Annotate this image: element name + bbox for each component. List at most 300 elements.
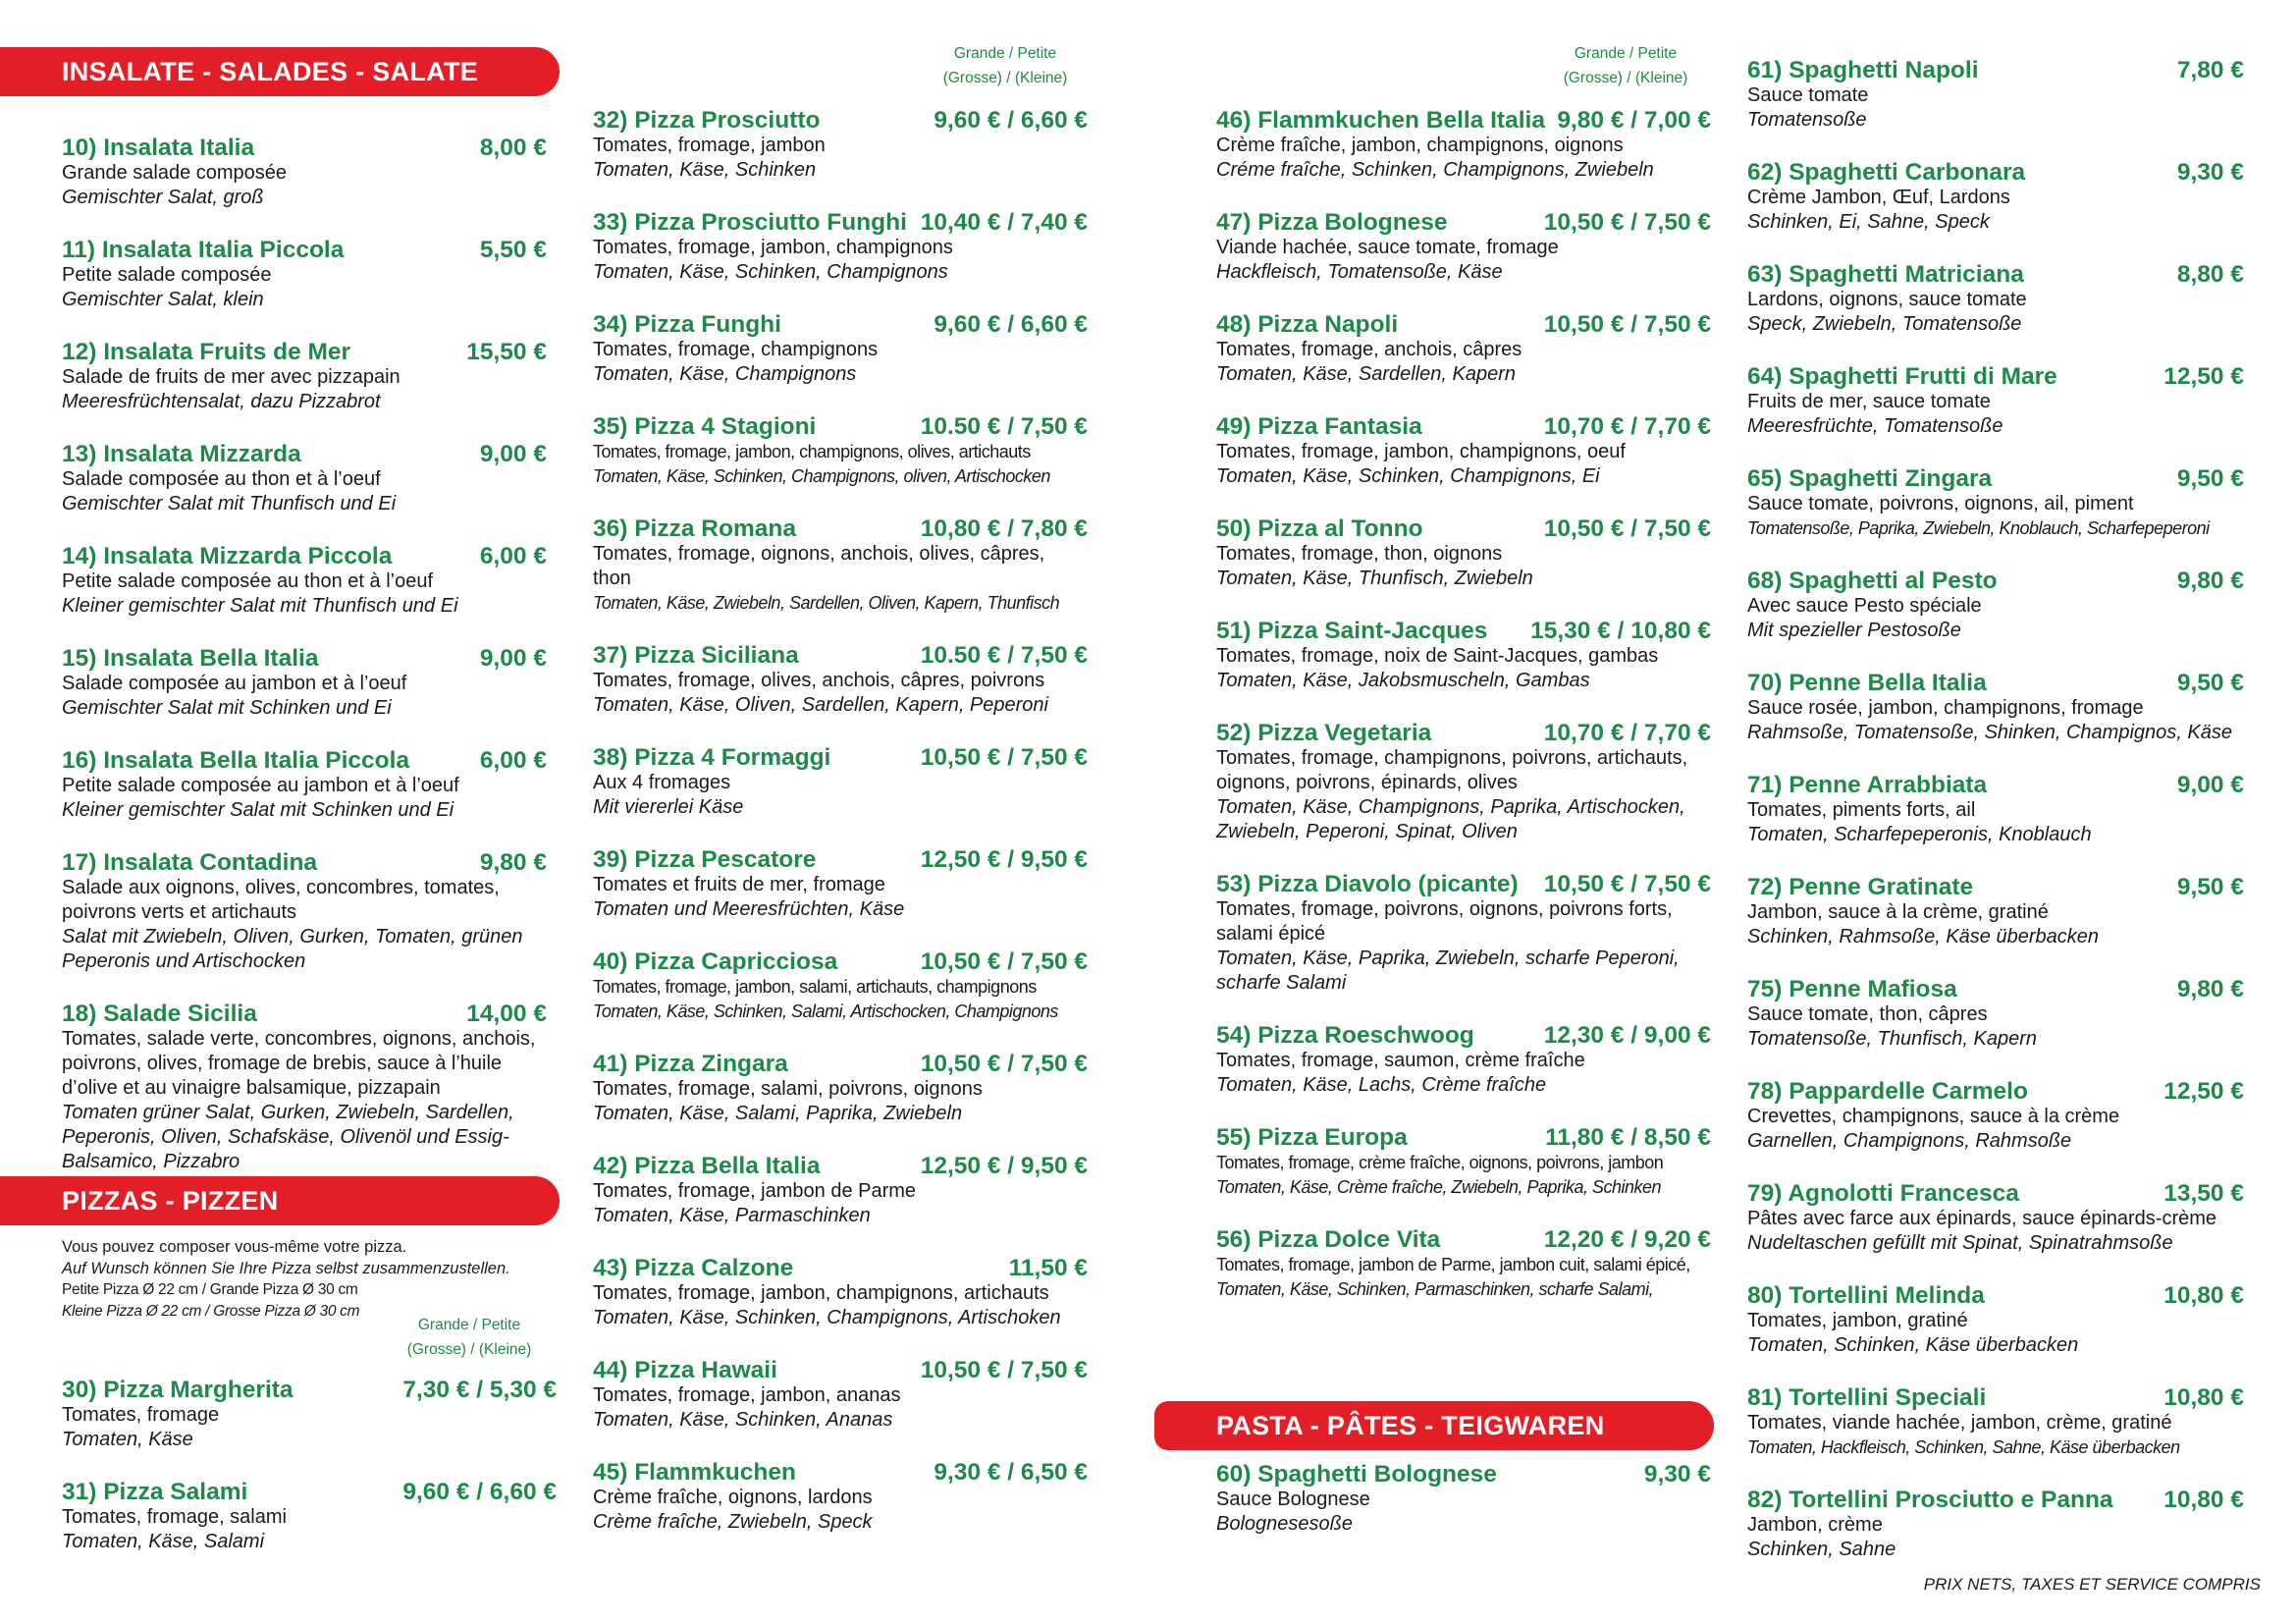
menu-item-description-de: Tomaten, Käse, Schinken, Ananas (593, 1409, 893, 1431)
menu-item-price: 15,30 € / 10,80 € (1530, 618, 1711, 644)
menu-item-description-fr: Sauce tomate, thon, câpres (1747, 1003, 1988, 1025)
menu-item-header (593, 107, 1088, 134)
menu-item-description-fr: Petite salade composée au jambon et à l’oeuf (62, 775, 459, 796)
menu-item-description-fr: Crème fraîche, oignons, lardons (593, 1487, 873, 1508)
menu-item-description-fr: Lardons, oignons, sauce tomate (1747, 289, 2027, 310)
menu-item-name: 38) Pizza 4 Formaggi (593, 744, 831, 771)
menu-item-description-fr: Tomates, fromage, jambon de Parme (593, 1180, 917, 1202)
menu-item-name: 54) Pizza Roeschwoog (1216, 1022, 1474, 1049)
menu-item-description-de: Tomaten, Käse, Zwiebeln, Sardellen, Oliven, Kapern, Thunfisch (593, 593, 1060, 613)
menu-item-name: 72) Penne Gratinate (1747, 874, 1974, 900)
menu-item-price: 9,30 € / 6,50 € (934, 1459, 1088, 1486)
menu-item-description-fr: Jambon, sauce à la crème, gratiné (1747, 901, 2049, 923)
menu-item-header (1747, 1282, 2244, 1309)
menu-item-header (593, 311, 1088, 338)
menu-item-description-de: Tomaten, Käse, Schinken, Champignons (593, 261, 948, 283)
menu-item (62, 237, 553, 312)
salads-banner: INSALATE - SALADES - SALATE (0, 47, 560, 96)
salads-list (62, 135, 553, 1174)
intro-sizes-fr: Petite Pizza Ø 22 cm / Grande Pizza Ø 30 cm (62, 1281, 358, 1298)
menu-item-header (1216, 1124, 1711, 1151)
menu-item-description-de: Tomaten, Käse, Salami, Paprika, Zwiebeln (593, 1103, 963, 1124)
menu-item-header (1747, 57, 2244, 83)
pasta-list-col3 (1216, 1461, 1717, 1537)
menu-item-description-fr: Salade de fruits de mer avec pizzapain (62, 366, 400, 388)
menu-item-header (1747, 976, 2244, 1002)
menu-item (593, 413, 1094, 489)
menu-item-header (62, 1001, 547, 1027)
menu-item-description-fr: Tomates, fromage, olives, anchois, câpres, poivrons (593, 670, 1045, 691)
menu-item-name: 80) Tortellini Melinda (1747, 1282, 1985, 1309)
menu-item (1747, 976, 2250, 1052)
menu-item-name: 78) Pappardelle Carmelo (1747, 1078, 2028, 1105)
menu-item-description-fr: Tomates, fromage, jambon, salami, artichauts, champignons (593, 977, 1037, 997)
menu-item-price: 12,30 € / 9,00 € (1543, 1022, 1711, 1049)
menu-item-price: 10.50 € / 7,50 € (920, 413, 1088, 440)
menu-item-description-de: Rahmsoße, Tomatensoße, Shinken, Champignos, Käse (1747, 722, 2232, 743)
menu-item-price: 10,50 € / 7,50 € (920, 1051, 1088, 1077)
menu-item-name: 40) Pizza Capricciosa (593, 948, 838, 975)
menu-item-header (1216, 871, 1711, 897)
menu-item-header (1747, 1078, 2244, 1105)
menu-item-description-fr: Fruits de mer, sauce tomate (1747, 391, 1991, 412)
menu-item-header (1747, 1180, 2244, 1207)
menu-item-name: 44) Pizza Hawaii (593, 1357, 777, 1383)
menu-item-description-fr: Tomates, fromage, jambon, champignons, artichauts (593, 1282, 1049, 1304)
menu-item (62, 849, 553, 974)
menu-item-name: 18) Salade Sicilia (62, 1001, 257, 1027)
menu-item-name: 51) Pizza Saint-Jacques (1216, 618, 1488, 644)
menu-item-header (1216, 515, 1711, 542)
menu-item-price: 15,50 € (466, 339, 547, 365)
menu-item-name: 63) Spaghetti Matriciana (1747, 261, 2024, 288)
menu-item-name: 56) Pizza Dolce Vita (1216, 1226, 1441, 1253)
menu-item-name: 79) Agnolotti Francesca (1747, 1180, 2019, 1207)
menu-item (593, 744, 1094, 820)
menu-item-header (1747, 772, 2244, 798)
menu-item-header (1216, 618, 1711, 644)
menu-item-description-de: Tomaten, Käse, Parmaschinken (593, 1205, 871, 1226)
menu-item-header (1747, 1384, 2244, 1411)
menu-item-price: 11,80 € / 8,50 € (1545, 1124, 1711, 1151)
size-header-line1: Grande / Petite (953, 45, 1057, 62)
menu-item-description-de: Speck, Zwiebeln, Tomatensoße (1747, 313, 2022, 335)
menu-item-description-de: Tomaten, Käse, Thunfisch, Zwiebeln (1216, 568, 1533, 589)
menu-item (1747, 261, 2250, 337)
menu-item-description-fr: Crème fraîche, jambon, champignons, oignons (1216, 135, 1624, 156)
menu-item (1216, 618, 1717, 693)
menu-item-description-fr: Tomates, fromage (62, 1404, 220, 1426)
menu-item-price: 9,60 € / 6,60 € (934, 311, 1088, 338)
menu-item-description-de: Meeresfrüchte, Tomatensoße (1747, 415, 2003, 437)
menu-item-header (1747, 465, 2244, 492)
menu-item (1216, 1461, 1717, 1537)
menu-item-header (1747, 261, 2244, 288)
pasta-banner: PASTA - PÂTES - TEIGWAREN (1154, 1401, 1714, 1450)
menu-item-description-de: Tomaten und Meeresfrüchten, Käse (593, 898, 905, 920)
menu-item-description-de: Gemischter Salat mit Schinken und Ei (62, 697, 392, 719)
menu-item (1216, 311, 1717, 387)
menu-item-description-fr: Avec sauce Pesto spéciale (1747, 595, 1982, 617)
menu-item-description-de: Tomaten, Käse, Champignons (593, 363, 857, 385)
menu-item-price: 9,00 € (2176, 772, 2244, 798)
menu-item-description-fr: Crevettes, champignons, sauce à la crème (1747, 1106, 2120, 1127)
menu-item (1747, 670, 2250, 745)
menu-item-description-de: Tomaten, Käse, Jakobsmuscheln, Gambas (1216, 670, 1590, 691)
menu-item-price: 9,80 € (2176, 568, 2244, 594)
menu-item-name: 34) Pizza Funghi (593, 311, 781, 338)
menu-item (593, 1051, 1094, 1126)
menu-item-description-de: Tomaten, Käse, Schinken, Champignons, Ei (1216, 465, 1600, 487)
menu-item-description-de: Tomaten, Käse, Champignons, Paprika, Artischocken, Zwiebeln, Peperoni, Spinat, Oliven (1216, 796, 1685, 842)
menu-item (593, 1459, 1094, 1535)
menu-item-description-fr: Tomates, fromage, salami (62, 1506, 287, 1528)
menu-item-description-de: Kleiner gemischter Salat mit Thunfisch und Ei (62, 595, 458, 617)
menu-item-name: 65) Spaghetti Zingara (1747, 465, 1993, 492)
size-header-col3 (1552, 41, 1699, 90)
menu-item-price: 12,20 € / 9,20 € (1543, 1226, 1711, 1253)
menu-item-name: 53) Pizza Diavolo (picante) (1216, 871, 1519, 897)
menu-item-description-fr: Salade aux oignons, olives, concombres, tomates, poivrons verts et artichauts (62, 877, 500, 923)
menu-item (1216, 515, 1717, 591)
menu-item-header (62, 1377, 557, 1403)
menu-item (1747, 1078, 2250, 1154)
menu-item-name: 68) Spaghetti al Pesto (1747, 568, 1998, 594)
menu-item-price: 10,50 € / 7,50 € (1543, 871, 1711, 897)
size-header-line2: (Grosse) / (Kleine) (406, 1341, 532, 1358)
size-header-line2: (Grosse) / (Kleine) (942, 70, 1068, 86)
menu-item-price: 5,50 € (479, 237, 547, 263)
menu-item-description-de: Tomaten, Käse, Schinken, Salami, Artischocken, Champignons (593, 1001, 1058, 1021)
menu-item-header (1747, 568, 2244, 594)
menu-item (62, 339, 553, 414)
pizza-list-col3 (1216, 107, 1717, 1302)
menu-item-name: 82) Tortellini Prosciutto e Panna (1747, 1487, 2113, 1513)
menu-item-name: 17) Insalata Contadina (62, 849, 318, 876)
menu-item-description-de: Tomaten, Käse, Sardellen, Kapern (1216, 363, 1517, 385)
menu-item (593, 1357, 1094, 1433)
menu-item-header (593, 1051, 1088, 1077)
menu-item-price: 10,40 € / 7,40 € (920, 209, 1088, 236)
menu-item-price: 10,50 € / 7,50 € (920, 744, 1088, 771)
menu-item-price: 12,50 € (2163, 1078, 2244, 1105)
menu-item-header (1216, 1226, 1711, 1253)
size-header-line1: Grande / Petite (417, 1317, 521, 1333)
menu-item-header (62, 237, 547, 263)
size-header-line2: (Grosse) / (Kleine) (1563, 70, 1688, 86)
menu-item-price: 13,50 € (2163, 1180, 2244, 1207)
menu-item (1216, 1022, 1717, 1098)
menu-item (593, 311, 1094, 387)
menu-item-header (62, 543, 547, 569)
menu-item-price: 12,50 € / 9,50 € (920, 846, 1088, 873)
menu-item-name: 61) Spaghetti Napoli (1747, 57, 1979, 83)
menu-item-description-de: Schinken, Rahmsoße, Käse überbacken (1747, 926, 2099, 947)
menu-item-name: 15) Insalata Bella Italia (62, 645, 319, 672)
menu-item-description-de: Hackfleisch, Tomatensoße, Käse (1216, 261, 1503, 283)
menu-item-description-de: Tomaten, Käse, Salami (62, 1531, 265, 1552)
menu-item-name: 16) Insalata Bella Italia Piccola (62, 747, 410, 774)
footer-note: PRIX NETS, TAXES ET SERVICE COMPRIS (1923, 1575, 2261, 1594)
menu-item-name: 42) Pizza Bella Italia (593, 1153, 821, 1179)
menu-item-name: 64) Spaghetti Frutti di Mare (1747, 363, 2057, 390)
menu-item-description-fr: Tomates, piments forts, ail (1747, 799, 1976, 821)
menu-item-name: 13) Insalata Mizzarda (62, 441, 301, 467)
menu-item-name: 39) Pizza Pescatore (593, 846, 817, 873)
menu-item-name: 70) Penne Bella Italia (1747, 670, 1987, 696)
menu-item-description-fr: Petite salade composée (62, 264, 272, 286)
menu-item-description-de: Crème fraîche, Zwiebeln, Speck (593, 1511, 873, 1533)
menu-item-name: 35) Pizza 4 Stagioni (593, 413, 817, 440)
menu-item-header (1216, 413, 1711, 440)
menu-item-description-de: Gemischter Salat, groß (62, 187, 264, 208)
menu-item-description-fr: Petite salade composée au thon et à l’oeuf (62, 570, 434, 592)
menu-item (1747, 363, 2250, 439)
menu-item (1747, 874, 2250, 949)
menu-item (1216, 209, 1717, 285)
menu-item-price: 9,30 € (1643, 1461, 1711, 1488)
menu-item-name: 50) Pizza al Tonno (1216, 515, 1423, 542)
menu-item-description-fr: Aux 4 fromages (593, 772, 731, 793)
menu-item-description-de: Mit spezieller Pestosoße (1747, 620, 1961, 641)
menu-item-name: 30) Pizza Margherita (62, 1377, 294, 1403)
menu-item-description-de: Tomatensoße, Paprika, Zwiebeln, Knoblauch, Scharfepeperoni (1747, 518, 2210, 538)
menu-item-name: 75) Penne Mafiosa (1747, 976, 1957, 1002)
menu-item-name: 37) Pizza Siciliana (593, 642, 799, 669)
menu-item-header (1747, 670, 2244, 696)
menu-item-description-de: Tomatensoße (1747, 109, 1867, 131)
size-header-col1 (396, 1313, 543, 1362)
menu-item-header (593, 515, 1088, 542)
menu-item (62, 645, 553, 721)
menu-item (1747, 772, 2250, 847)
menu-item-price: 11,50 € (1008, 1255, 1088, 1281)
menu-item (62, 747, 553, 823)
menu-item-name: 55) Pizza Europa (1216, 1124, 1408, 1151)
menu-item-description-fr: Sauce Bolognese (1216, 1489, 1370, 1510)
menu-item-description-fr: Tomates, fromage, noix de Saint-Jacques, gambas (1216, 645, 1659, 667)
menu-item-header (1747, 159, 2244, 186)
menu-item-description-de: Gemischter Salat mit Thunfisch und Ei (62, 493, 397, 514)
menu-item-name: 31) Pizza Salami (62, 1479, 248, 1505)
menu-item-name: 60) Spaghetti Bolognese (1216, 1461, 1497, 1488)
menu-item-price: 9,30 € (2176, 159, 2244, 186)
menu-item-header (1216, 209, 1711, 236)
menu-item (593, 1255, 1094, 1330)
menu-item-description-de: Tomaten, Käse, Schinken, Champignons, oliven, Artischocken (593, 466, 1050, 486)
menu-item-description-fr: Tomates, fromage, jambon de Parme, jambon cuit, salami épicé, (1216, 1255, 1690, 1274)
menu-item-description-fr: Sauce rosée, jambon, champignons, fromage (1747, 697, 2144, 719)
menu-item (1216, 413, 1717, 489)
menu-item-price: 9,80 € / 7,00 € (1557, 107, 1711, 134)
menu-item-header (1216, 1022, 1711, 1049)
menu-item-price: 10,50 € / 7,50 € (920, 948, 1088, 975)
menu-item (62, 135, 553, 210)
menu-item-description-fr: Pâtes avec farce aux épinards, sauce épinards-crème (1747, 1208, 2217, 1229)
menu-item-price: 10,50 € / 7,50 € (1543, 515, 1711, 542)
menu-item-price: 10,80 € (2163, 1487, 2244, 1513)
menu-item (1747, 1180, 2250, 1256)
intro-sizes-de: Kleine Pizza Ø 22 cm / Grosse Pizza Ø 30 cm (62, 1303, 360, 1320)
menu-item-price: 7,30 € / 5,30 € (402, 1377, 557, 1403)
menu-item-description-de: Tomaten, Scharfepeperonis, Knoblauch (1747, 824, 2092, 845)
menu-item-header (1747, 363, 2244, 390)
menu-item-name: 45) Flammkuchen (593, 1459, 796, 1486)
menu-item-description-de: Salat mit Zwiebeln, Oliven, Gurken, Tomaten, grünen Peperonis und Artischocken (62, 926, 523, 972)
menu-item (593, 846, 1094, 922)
menu-item-price: 9,50 € (2176, 465, 2244, 492)
menu-item-header (62, 135, 547, 161)
menu-item-header (593, 744, 1088, 771)
menu-item-price: 10,80 € / 7,80 € (920, 515, 1088, 542)
menu-item-description-fr: Tomates, fromage, oignons, anchois, olives, câpres, thon (593, 543, 1045, 589)
pizza-list-col1 (62, 1377, 562, 1554)
menu-item-price: 9,00 € (479, 645, 547, 672)
menu-item-description-de: Tomaten, Hackfleisch, Schinken, Sahne, Käse überbacken (1747, 1437, 2180, 1457)
menu-item-description-de: Kleiner gemischter Salat mit Schinken und Ei (62, 799, 454, 821)
size-header-col2 (932, 41, 1079, 90)
menu-item-header (62, 441, 547, 467)
menu-item-description-fr: Jambon, crème (1747, 1514, 1883, 1536)
menu-item-name: 36) Pizza Romana (593, 515, 796, 542)
menu-item-description-de: Tomaten, Käse, Lachs, Crème fraîche (1216, 1074, 1547, 1096)
menu-item-header (593, 846, 1088, 873)
menu-item-price: 9,00 € (479, 441, 547, 467)
menu-item-name: 49) Pizza Fantasia (1216, 413, 1422, 440)
menu-item (593, 642, 1094, 718)
menu-item-name: 41) Pizza Zingara (593, 1051, 788, 1077)
menu-item-price: 14,00 € (466, 1001, 547, 1027)
menu-item-price: 6,00 € (479, 747, 547, 774)
menu-item-name: 10) Insalata Italia (62, 135, 255, 161)
menu-item-description-fr: Tomates, fromage, crème fraîche, oignons, poivrons, jambon (1216, 1153, 1664, 1172)
menu-item-description-fr: Tomates, fromage, jambon, champignons, oeuf (1216, 441, 1626, 462)
menu-item-name: 81) Tortellini Speciali (1747, 1384, 1987, 1411)
menu-item-description-fr: Sauce tomate, poivrons, oignons, ail, piment (1747, 493, 2134, 514)
menu-item-price: 9,60 € / 6,60 € (402, 1479, 557, 1505)
menu-item (593, 948, 1094, 1024)
menu-item-name: 47) Pizza Bolognese (1216, 209, 1448, 236)
menu-item-description-fr: Tomates, fromage, jambon, champignons, olives, artichauts (593, 442, 1031, 461)
menu-item-name: 43) Pizza Calzone (593, 1255, 794, 1281)
menu-item-name: 32) Pizza Prosciutto (593, 107, 821, 134)
menu-item-price: 9,80 € (479, 849, 547, 876)
menu-item-description-fr: Tomates, fromage, champignons, poivrons, artichauts, oignons, poivrons, épinards, olives (1216, 747, 1688, 793)
menu-item (1747, 159, 2250, 235)
menu-item (1747, 57, 2250, 133)
menu-item-header (593, 209, 1088, 236)
menu-item-description-fr: Sauce tomate (1747, 84, 1869, 106)
menu-item-description-fr: Viande hachée, sauce tomate, fromage (1216, 237, 1559, 258)
menu-item-description-de: Schinken, Ei, Sahne, Speck (1747, 211, 1990, 233)
menu-item-name: 62) Spaghetti Carbonara (1747, 159, 2026, 186)
menu-item-description-de: Schinken, Sahne (1747, 1539, 1896, 1560)
intro-de: Auf Wunsch können Sie Ihre Pizza selbst zusammenzustellen. (62, 1260, 510, 1277)
menu-item-description-de: Tomaten, Käse (62, 1429, 193, 1450)
menu-item-description-de: Tomaten, Käse, Schinken, Parmaschinken, scharfe Salami, (1216, 1279, 1654, 1299)
menu-item-description-de: Tomaten, Käse, Schinken, Champignons, Artischoken (593, 1307, 1061, 1328)
menu-item (62, 1377, 562, 1452)
menu-item (593, 515, 1094, 616)
menu-item-header (1216, 720, 1711, 746)
menu-item-description-fr: Tomates, fromage, anchois, câpres (1216, 339, 1522, 360)
menu-item-header (62, 849, 547, 876)
menu-item-price: 8,00 € (479, 135, 547, 161)
menu-item (1747, 1282, 2250, 1358)
menu-item-price: 12,50 € (2163, 363, 2244, 390)
menu-item (1747, 1487, 2250, 1562)
menu-item (1216, 1124, 1717, 1200)
menu-item-name: 48) Pizza Napoli (1216, 311, 1399, 338)
menu-item-name: 12) Insalata Fruits de Mer (62, 339, 351, 365)
menu-item (593, 107, 1094, 183)
menu-item-price: 10,70 € / 7,70 € (1543, 720, 1711, 746)
menu-item-description-fr: Tomates, fromage, champignons (593, 339, 879, 360)
menu-item-price: 10,50 € / 7,50 € (920, 1357, 1088, 1383)
menu-item (593, 1153, 1094, 1228)
menu-item-description-de: Tomatensoße, Thunfisch, Kapern (1747, 1028, 2037, 1050)
pasta-list-col4 (1747, 57, 2250, 1562)
menu-item-description-de: Gemischter Salat, klein (62, 289, 264, 310)
menu-item-name: 33) Pizza Prosciutto Funghi (593, 209, 907, 236)
menu-item-description-de: Tomaten, Schinken, Käse überbacken (1747, 1334, 2079, 1356)
menu-item (1216, 871, 1717, 996)
menu-item-name: 14) Insalata Mizzarda Piccola (62, 543, 393, 569)
pizza-list-col2 (593, 107, 1094, 1535)
menu-item-header (62, 645, 547, 672)
menu-item-description-de: Tomaten, Käse, Paprika, Zwiebeln, scharfe Peperoni, scharfe Salami (1216, 947, 1680, 994)
menu-item-header (593, 642, 1088, 669)
menu-item-description-fr: Tomates, salade verte, concombres, oignons, anchois, poivrons, olives, fromage de brebis, sauce à l’huile d’olive et au vinaigre balsamique, pizzapain (62, 1028, 536, 1099)
menu-item-description-de: Tomaten, Käse, Schinken (593, 159, 817, 181)
menu-item-description-de: Meeresfrüchtensalat, dazu Pizzabrot (62, 391, 381, 412)
menu-item (1747, 465, 2250, 541)
menu-item-description-de: Créme fraîche, Schinken, Champignons, Zwiebeln (1216, 159, 1654, 181)
menu-item-description-fr: Grande salade composée (62, 162, 288, 184)
menu-item-price: 10,70 € / 7,70 € (1543, 413, 1711, 440)
size-header-line1: Grande / Petite (1574, 45, 1678, 62)
menu-item-header (1216, 1461, 1711, 1488)
menu-item-header (593, 948, 1088, 975)
pizzas-banner: PIZZAS - PIZZEN (0, 1176, 560, 1225)
menu-item-price: 8,80 € (2176, 261, 2244, 288)
menu-item (1216, 107, 1717, 183)
menu-item-description-fr: Tomates, jambon, gratiné (1747, 1310, 1968, 1331)
menu-item-header (1747, 1487, 2244, 1513)
menu-item-price: 7,80 € (2176, 57, 2244, 83)
menu-item-description-fr: Tomates, fromage, jambon (593, 135, 826, 156)
menu-item-price: 10,50 € / 7,50 € (1543, 209, 1711, 236)
menu-item-price: 9,80 € (2176, 976, 2244, 1002)
menu-item-name: 71) Penne Arrabbiata (1747, 772, 1988, 798)
menu-item-description-fr: Tomates, fromage, thon, oignons (1216, 543, 1503, 565)
menu-item-description-fr: Crème Jambon, Œuf, Lardons (1747, 187, 2010, 208)
menu-item-description-de: Tomaten, Käse, Oliven, Sardellen, Kapern, Peperoni (593, 694, 1048, 716)
menu-item-name: 46) Flammkuchen Bella Italia (1216, 107, 1545, 134)
menu-item-description-fr: Tomates, fromage, jambon, ananas (593, 1384, 901, 1406)
menu-item-price: 10.50 € / 7,50 € (920, 642, 1088, 669)
menu-item-price: 9,60 € / 6,60 € (934, 107, 1088, 134)
menu-item-header (593, 1153, 1088, 1179)
menu-item-description-fr: Salade composée au thon et à l’oeuf (62, 468, 381, 490)
menu-item (593, 209, 1094, 285)
menu-item-description-fr: Salade composée au jambon et à l’oeuf (62, 673, 407, 694)
menu-item-description-de: Tomaten, Käse, Crème fraîche, Zwiebeln, Paprika, Schinken (1216, 1177, 1662, 1197)
menu-item-description-de: Garnellen, Champignons, Rahmsoße (1747, 1130, 2072, 1152)
menu-item-header (1216, 311, 1711, 338)
menu-item-header (593, 1459, 1088, 1486)
menu-item (1216, 1226, 1717, 1302)
